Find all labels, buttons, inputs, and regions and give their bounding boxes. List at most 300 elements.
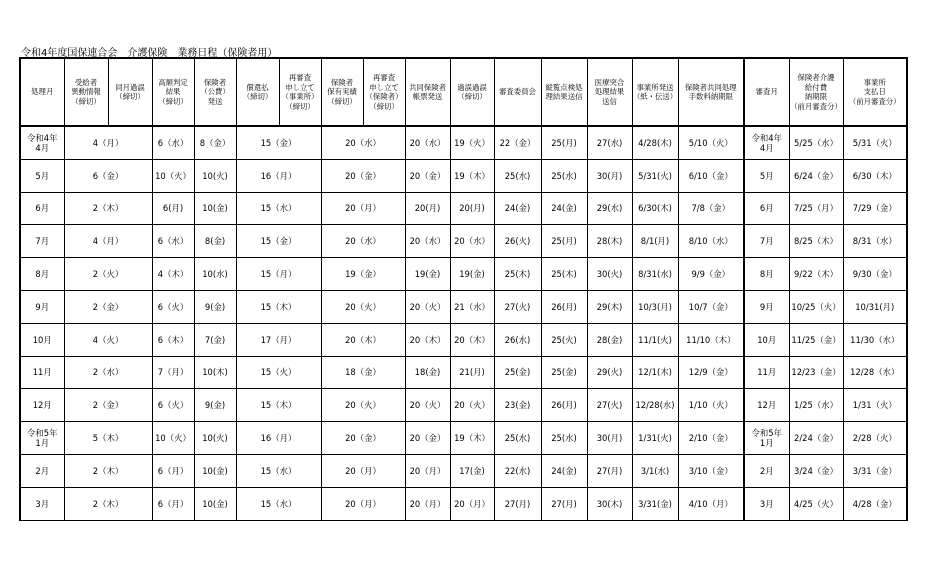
- column-header: [152, 58, 194, 126]
- column-header-line: 処理結果: [594, 87, 625, 97]
- column-header-line: 縦覧点検処: [545, 82, 583, 92]
- column-header: [744, 58, 789, 126]
- table-cell: 12/9（金）: [678, 356, 744, 389]
- column-header-line: 保険者: [330, 77, 354, 87]
- table-row: [20, 454, 907, 487]
- column-header: [363, 58, 405, 126]
- column-header-line: 給付費: [804, 82, 828, 92]
- table-cell: 19（火）: [450, 126, 494, 159]
- month-label-line: 10月: [32, 334, 52, 345]
- month-label-line: 3月: [759, 498, 774, 509]
- column-header-line: 処理月: [31, 87, 54, 97]
- table-cell: 18（金）: [321, 356, 405, 389]
- table-cell: 6（月）: [152, 454, 194, 487]
- table-cell: 15（木）: [236, 290, 321, 323]
- table-cell: 5（木）: [64, 422, 152, 455]
- month-label-line: 11月: [757, 367, 777, 378]
- table-cell: 9/30（金）: [843, 258, 907, 291]
- table-cell: 15（水）: [236, 487, 321, 520]
- table-cell: 9(金): [194, 389, 236, 422]
- table-cell: 25(月): [541, 126, 587, 159]
- table-cell: 20（月）: [405, 487, 450, 520]
- table-cell: 2（金）: [64, 389, 152, 422]
- table-cell: 20（月）: [321, 454, 405, 487]
- review-month-cell: [744, 356, 789, 389]
- processing-month-cell: [20, 323, 64, 356]
- table-cell: 2/24（金）: [789, 422, 843, 455]
- table-cell: 24(金): [494, 192, 541, 225]
- month-label-line: 2月: [35, 465, 50, 476]
- table-cell: 30(木): [587, 487, 632, 520]
- table-cell: 8/25（木）: [789, 225, 843, 258]
- column-header: [321, 58, 363, 126]
- table-cell: 1/25（水）: [789, 389, 843, 422]
- column-header-line: 手数料納期限: [688, 92, 733, 101]
- table-cell: 10/7（金）: [678, 290, 744, 323]
- table-cell: 20（金）: [321, 422, 405, 455]
- table-cell: 1/31（火）: [843, 389, 907, 422]
- table-cell: 27(水): [587, 126, 632, 159]
- column-header-line: 発送: [207, 96, 223, 106]
- table-cell: 2（木）: [64, 454, 152, 487]
- month-label-line: 8月: [35, 269, 50, 280]
- table-cell: 19（木）: [450, 422, 494, 455]
- table-cell: 26(水): [494, 323, 541, 356]
- table-cell: 25(金): [494, 356, 541, 389]
- table-cell: 20（木）: [321, 323, 405, 356]
- table-cell: 9/9（金）: [678, 258, 744, 291]
- table-header: [20, 58, 907, 126]
- table-cell: 3/31(金): [632, 487, 678, 520]
- table-row: [20, 290, 907, 323]
- month-label-line: 1月: [35, 438, 50, 449]
- table-cell: 4（月）: [64, 126, 152, 159]
- review-month-cell: [744, 422, 789, 455]
- table-cell: 7/29（金）: [843, 192, 907, 225]
- table-cell: 5/25（水）: [789, 126, 843, 159]
- month-label-line: 4月: [35, 142, 50, 153]
- column-header-line: （締切）: [369, 101, 399, 111]
- table-cell: 25(水): [541, 422, 587, 455]
- column-header-line: 納期限: [804, 92, 828, 101]
- month-label-line: 9月: [759, 301, 774, 312]
- table-cell: 26(月): [541, 290, 587, 323]
- table-cell: 21(月): [450, 356, 494, 389]
- table-cell: 24(金): [541, 454, 587, 487]
- table-cell: 19(金): [450, 258, 494, 291]
- table-cell: 24(金): [541, 192, 587, 225]
- table-cell: 6（水）: [152, 225, 194, 258]
- table-cell: 29(木): [587, 290, 632, 323]
- table-cell: 20（火）: [321, 290, 405, 323]
- table-cell: 12/23（金）: [789, 356, 843, 389]
- table-cell: 11/1(火): [632, 323, 678, 356]
- review-month-cell: [744, 323, 789, 356]
- column-header-line: （締切）: [285, 101, 315, 111]
- table-cell: 6/10（金）: [678, 159, 744, 192]
- month-label-line: 3月: [35, 498, 50, 509]
- table-cell: 25(火): [541, 323, 587, 356]
- column-header-line: 結果: [165, 87, 181, 97]
- table-cell: 15（水）: [236, 454, 321, 487]
- table-cell: 1/10（火）: [678, 389, 744, 422]
- table-cell: 8（金）: [194, 126, 236, 159]
- month-label-line: 8月: [759, 269, 774, 280]
- table-cell: 22(水): [494, 454, 541, 487]
- table-cell: 26(火): [494, 225, 541, 258]
- column-header-line: 審査月: [755, 87, 778, 97]
- month-label-line: 5月: [35, 170, 50, 181]
- processing-month-cell: [20, 290, 64, 323]
- table-cell: 20（火）: [405, 389, 450, 422]
- table-cell: 10/25（火）: [789, 290, 843, 323]
- table-cell: 20（火）: [405, 290, 450, 323]
- table-cell: 26(月): [541, 389, 587, 422]
- schedule-table: [19, 57, 908, 521]
- column-header-line: 高額判定: [158, 77, 188, 87]
- table-cell: 15（月）: [236, 258, 321, 291]
- month-label-line: 7月: [35, 236, 50, 247]
- table-cell: 8(金): [194, 225, 236, 258]
- table-cell: 20（金）: [405, 159, 450, 192]
- table-cell: 11/30（水）: [843, 323, 907, 356]
- table-cell: 9(金): [194, 290, 236, 323]
- column-header-line: （締切）: [115, 92, 145, 101]
- table-cell: 27(火): [494, 290, 541, 323]
- table-cell: 5/31(火): [632, 159, 678, 192]
- table-body: [20, 126, 907, 520]
- table-cell: 4/25（火）: [789, 487, 843, 520]
- table-cell: 4/28(木): [632, 126, 678, 159]
- table-cell: 27(月): [494, 487, 541, 520]
- table-cell: 10（火）: [152, 159, 194, 192]
- review-month-cell: [744, 487, 789, 520]
- column-header-line: （締切）: [327, 96, 357, 106]
- table-cell: 2（木）: [64, 192, 152, 225]
- column-header-line: 償還払: [246, 82, 269, 92]
- table-cell: 6(月): [152, 192, 194, 225]
- column-header: [450, 58, 494, 126]
- table-cell: 12/28（水）: [843, 356, 907, 389]
- column-header-line: 帳票発送: [412, 92, 443, 101]
- column-header-line: 申し立て: [369, 82, 399, 92]
- table-cell: 17（月）: [236, 323, 321, 356]
- table-cell: 25(水): [541, 159, 587, 192]
- column-header: [678, 58, 744, 126]
- table-cell: 6（水）: [152, 126, 194, 159]
- review-month-cell: [744, 290, 789, 323]
- month-label-line: 4月: [759, 142, 774, 153]
- table-cell: 27(月): [587, 454, 632, 487]
- table-cell: 2（金）: [64, 290, 152, 323]
- column-header-line: （締切）: [242, 92, 273, 101]
- table-cell: 30(月): [587, 159, 632, 192]
- month-label-line: 9月: [35, 301, 50, 312]
- table-cell: 29(火): [587, 356, 632, 389]
- column-header-line: 保険者介護: [797, 73, 835, 82]
- month-label-line: 7月: [759, 236, 774, 247]
- table-cell: 20（金）: [321, 159, 405, 192]
- column-header-line: （締切）: [158, 96, 188, 106]
- table-cell: 4（月）: [64, 225, 152, 258]
- table-row: [20, 159, 907, 192]
- column-header: [194, 58, 236, 126]
- table-cell: 20（水）: [450, 225, 494, 258]
- table-cell: 8/10（水）: [678, 225, 744, 258]
- table-cell: 10/31(月): [843, 290, 907, 323]
- column-header-line: 再審査: [372, 73, 396, 82]
- table-cell: 4/10（月）: [678, 487, 744, 520]
- table-cell: 20（金）: [405, 422, 450, 455]
- table-cell: 18(金): [405, 356, 450, 389]
- table-cell: 2（火）: [64, 258, 152, 291]
- table-cell: 19（木）: [450, 159, 494, 192]
- table-cell: 25(水): [494, 422, 541, 455]
- column-header-line: 同月過誤: [115, 82, 145, 92]
- column-header-line: 送信: [602, 96, 617, 106]
- column-header-line: （締切）: [71, 96, 101, 106]
- table-cell: 20（水）: [321, 126, 405, 159]
- table-cell: 8/31（水）: [843, 225, 907, 258]
- table-cell: 20（火）: [321, 389, 405, 422]
- table-row: [20, 389, 907, 422]
- month-label-line: 12月: [32, 400, 52, 411]
- table-cell: 7/25（月）: [789, 192, 843, 225]
- table-cell: 20（月）: [321, 192, 405, 225]
- column-header: [843, 58, 907, 126]
- table-row: [20, 192, 907, 225]
- column-header: [64, 58, 108, 126]
- column-header: [108, 58, 152, 126]
- review-month-cell: [744, 192, 789, 225]
- table-cell: 21（水）: [450, 290, 494, 323]
- review-month-cell: [744, 454, 789, 487]
- table-cell: 20（木）: [405, 323, 450, 356]
- column-header: [789, 58, 843, 126]
- table-cell: 8/1(月): [632, 225, 678, 258]
- processing-month-cell: [20, 487, 64, 520]
- month-label-line: 2月: [759, 465, 774, 476]
- table-cell: 9/22（木）: [789, 258, 843, 291]
- column-header-line: （紙・伝送）: [632, 92, 678, 101]
- column-header: [20, 58, 64, 126]
- table-cell: 20(月): [405, 192, 450, 225]
- month-label-line: 12月: [757, 400, 777, 411]
- column-header: [405, 58, 450, 126]
- table-cell: 20（火）: [450, 389, 494, 422]
- month-label-line: 6月: [35, 203, 50, 214]
- processing-month-cell: [20, 454, 64, 487]
- column-header: [279, 58, 321, 126]
- column-header-line: （事業所）: [281, 92, 319, 101]
- column-header-line: 保有実績: [327, 87, 357, 97]
- column-header-line: （公費）: [200, 87, 230, 97]
- column-header-line: （前月審査分）: [848, 96, 901, 106]
- column-header: [632, 58, 678, 126]
- table-cell: 10(水): [194, 258, 236, 291]
- table-cell: 20（水）: [321, 225, 405, 258]
- column-header-line: （締切）: [457, 92, 487, 101]
- processing-month-cell: [20, 258, 64, 291]
- column-header: [236, 58, 279, 126]
- table-cell: 3/24（金）: [789, 454, 843, 487]
- table-row: [20, 422, 907, 455]
- table-cell: 20（月）: [450, 487, 494, 520]
- table-cell: 29(水): [587, 192, 632, 225]
- column-header-line: 申し立て: [285, 82, 315, 92]
- month-label-line: 10月: [757, 334, 777, 345]
- month-label-line: 1月: [759, 438, 774, 449]
- table-row: [20, 225, 907, 258]
- column-header: [494, 58, 541, 126]
- column-header-line: 受給者: [74, 77, 98, 87]
- table-cell: 6（金）: [64, 159, 152, 192]
- table-cell: 6（火）: [152, 389, 194, 422]
- table-cell: 16（月）: [236, 422, 321, 455]
- table-cell: 25(水): [494, 159, 541, 192]
- table-cell: 2（木）: [64, 487, 152, 520]
- table-cell: 12/28(水): [632, 389, 678, 422]
- table-cell: 10(金): [194, 454, 236, 487]
- table-cell: 7（月）: [152, 356, 194, 389]
- review-month-cell: [744, 389, 789, 422]
- column-header-line: 保険者共同処理: [684, 82, 737, 92]
- table-cell: 28(金): [587, 323, 632, 356]
- month-label-line: 令和5年: [751, 428, 782, 439]
- table-cell: 8/31(水): [632, 258, 678, 291]
- review-month-cell: [744, 225, 789, 258]
- month-label-line: 11月: [32, 367, 52, 378]
- review-month-cell: [744, 126, 789, 159]
- table-cell: 19（金）: [321, 258, 405, 291]
- column-header-line: 再審査: [288, 73, 312, 82]
- table-cell: 6（月）: [152, 487, 194, 520]
- table-row: [20, 487, 907, 520]
- table-cell: 11/25（金）: [789, 323, 843, 356]
- table-cell: 20(月): [450, 192, 494, 225]
- table-cell: 17(金): [450, 454, 494, 487]
- table-row: [20, 258, 907, 291]
- review-month-cell: [744, 159, 789, 192]
- table-cell: 30(月): [587, 422, 632, 455]
- table-cell: 10(金): [194, 192, 236, 225]
- column-header-line: 過誤過誤: [457, 82, 487, 92]
- table-cell: 20（水）: [405, 126, 450, 159]
- table-cell: 3/1(水): [632, 454, 678, 487]
- table-cell: 6（火）: [152, 290, 194, 323]
- table-cell: 6/24（金）: [789, 159, 843, 192]
- table-row: [20, 323, 907, 356]
- processing-month-cell: [20, 192, 64, 225]
- table-cell: 20（木）: [450, 323, 494, 356]
- table-cell: 2（水）: [64, 356, 152, 389]
- month-label-line: 令和4年: [751, 132, 782, 143]
- column-header: [587, 58, 632, 126]
- table-cell: 15（金）: [236, 225, 321, 258]
- table-cell: 12/1(木): [632, 356, 678, 389]
- table-cell: 5/31（火）: [843, 126, 907, 159]
- column-header-line: 支払日: [863, 87, 886, 97]
- table-cell: 30(火): [587, 258, 632, 291]
- table-cell: 16（月）: [236, 159, 321, 192]
- column-header-line: 事業所: [863, 77, 886, 87]
- review-month-cell: [744, 258, 789, 291]
- table-cell: 2/10（金）: [678, 422, 744, 455]
- month-label-line: 令和5年: [27, 428, 58, 439]
- table-row: [20, 126, 907, 159]
- table-cell: 27(月): [541, 487, 587, 520]
- table-cell: 20（月）: [405, 454, 450, 487]
- table-cell: 7(金): [194, 323, 236, 356]
- table-cell: 19(金): [405, 258, 450, 291]
- table-cell: 20（水）: [405, 225, 450, 258]
- table-cell: 25(木): [541, 258, 587, 291]
- table-cell: 6（木）: [152, 323, 194, 356]
- column-header-line: 共同保険者: [409, 82, 446, 92]
- table-cell: 10(火): [194, 422, 236, 455]
- table-cell: 25(月): [541, 225, 587, 258]
- table-cell: 22（金）: [494, 126, 541, 159]
- table-cell: 1/31(火): [632, 422, 678, 455]
- table-cell: 10(木): [194, 356, 236, 389]
- table-cell: 2/28（火）: [843, 422, 907, 455]
- processing-month-cell: [20, 159, 64, 192]
- column-header-line: 保険者: [203, 77, 227, 87]
- table-cell: 6/30（木）: [843, 159, 907, 192]
- processing-month-cell: [20, 389, 64, 422]
- month-label-line: 5月: [759, 170, 774, 181]
- table-cell: 10/3(月): [632, 290, 678, 323]
- processing-month-cell: [20, 356, 64, 389]
- table-row: [20, 356, 907, 389]
- table-cell: 5/10（火）: [678, 126, 744, 159]
- table-cell: 11/10（木）: [678, 323, 744, 356]
- column-header-line: 審査委員会: [499, 87, 536, 97]
- table-cell: 7/8（金）: [678, 192, 744, 225]
- column-header-line: （前月審査分）: [790, 101, 842, 111]
- column-header-line: （保険者）: [365, 92, 403, 101]
- table-cell: 4（木）: [152, 258, 194, 291]
- table-cell: 4/28（金）: [843, 487, 907, 520]
- table-cell: 15（金）: [236, 126, 321, 159]
- page-title: 令和4年度国保連合会 介護保険 業務日程（保険者用）: [21, 48, 278, 59]
- processing-month-cell: [20, 422, 64, 455]
- column-header-line: 事業所発送: [636, 82, 674, 92]
- table-cell: 20（月）: [321, 487, 405, 520]
- table-cell: 25(金): [541, 356, 587, 389]
- processing-month-cell: [20, 126, 64, 159]
- processing-month-cell: [20, 225, 64, 258]
- table-cell: 27(火): [587, 389, 632, 422]
- column-header: [541, 58, 587, 126]
- table-cell: 3/31（金）: [843, 454, 907, 487]
- table-cell: 25(木): [494, 258, 541, 291]
- table-cell: 3/10（金）: [678, 454, 744, 487]
- table-cell: 15（水）: [236, 192, 321, 225]
- column-header-line: 医療突合: [594, 77, 625, 87]
- column-header-line: 理結果送信: [545, 92, 583, 101]
- table-cell: 28(木): [587, 225, 632, 258]
- table-cell: 4（火）: [64, 323, 152, 356]
- table-cell: 10（火）: [152, 422, 194, 455]
- table-cell: 10(火): [194, 159, 236, 192]
- column-header-line: 異動情報: [71, 87, 101, 97]
- table-cell: 15（火）: [236, 356, 321, 389]
- table-cell: 15（木）: [236, 389, 321, 422]
- month-label-line: 令和4年: [27, 132, 58, 143]
- table-cell: 10(金): [194, 487, 236, 520]
- table-cell: 6/30(木): [632, 192, 678, 225]
